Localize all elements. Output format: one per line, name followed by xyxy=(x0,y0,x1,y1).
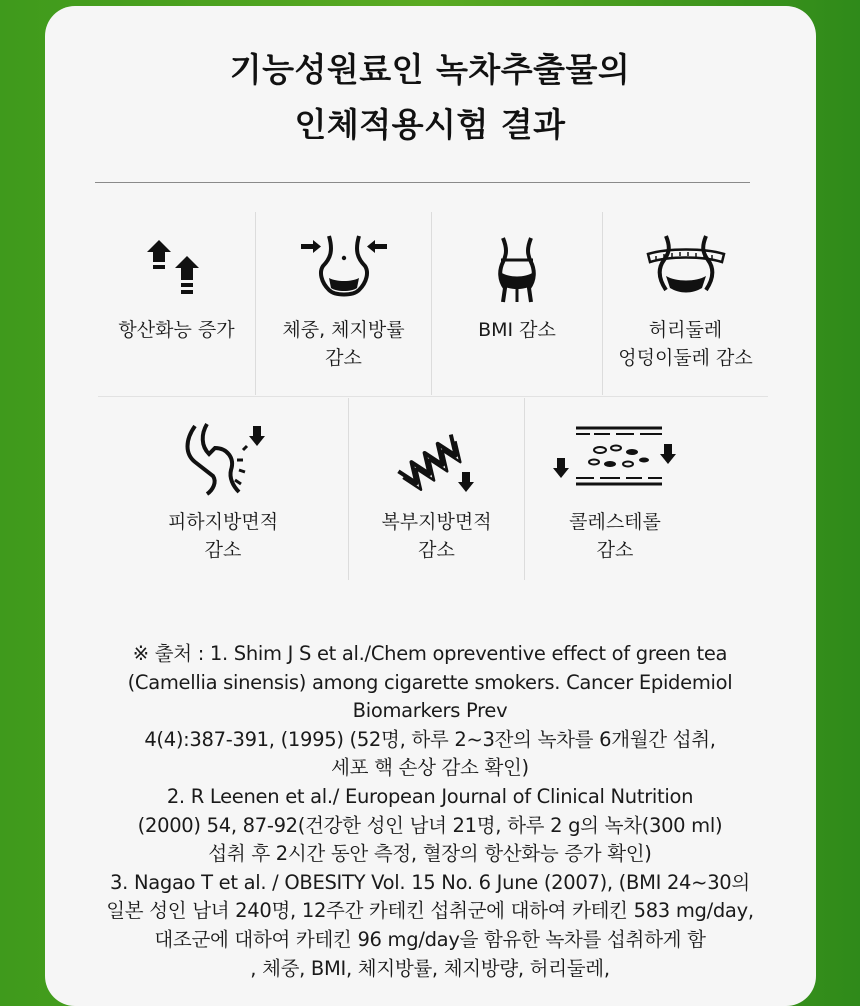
citation-line: 4(4):387-391, (1995) (52명, 하루 2~3잔의 녹차를 6개월간 섭취, xyxy=(144,727,716,751)
effect-label: 피하지방면적 xyxy=(167,511,279,533)
effect-subcutaneous-fat xyxy=(98,420,348,564)
effect-waist xyxy=(603,232,768,372)
effect-bmi xyxy=(432,232,602,344)
abdominal-fat-icon xyxy=(349,420,524,498)
title-divider xyxy=(95,182,750,183)
effect-label: 엉덩이둘레 감소 xyxy=(618,347,753,369)
effect-label: 복부지방면적 xyxy=(381,511,492,533)
citation-line: 세포 핵 손상 감소 확인) xyxy=(331,756,529,780)
effect-label: 허리둘레 xyxy=(648,319,723,341)
arrows-up-icon xyxy=(98,232,255,304)
effect-weight xyxy=(256,232,431,372)
subcutaneous-fat-icon xyxy=(98,420,348,498)
effect-cholesterol xyxy=(525,420,705,564)
effect-label: 콜레스테롤 xyxy=(569,511,661,533)
tape-measure-icon xyxy=(603,232,768,304)
waist-squeeze-icon xyxy=(256,232,431,304)
effect-abdominal-fat xyxy=(349,420,524,564)
citation-line: 일본 성인 남녀 240명, 12주간 카테킨 섭취군에 대하여 카테킨 583 mg/day, xyxy=(106,899,754,923)
citation-line: 섭취 후 2시간 동안 측정, 혈장의 항산화능 증가 확인) xyxy=(208,842,652,866)
effect-label: 항산화능 증가 xyxy=(118,319,235,341)
cholesterol-vessel-icon xyxy=(525,420,705,498)
citation-line: Biomarkers Prev xyxy=(352,699,508,723)
source-citations xyxy=(55,640,805,983)
citation-line: 3. Nagao T et al. / OBESITY Vol. 15 No. 6 June (2007), (BMI 24~30의 xyxy=(110,870,750,894)
effect-antioxidant xyxy=(98,232,255,344)
effect-label: 감소 xyxy=(325,347,362,369)
title-line-1: 기능성원료인 녹차추출물의 xyxy=(229,50,631,89)
effect-label: 감소 xyxy=(596,539,634,561)
citation-line: (2000) 54, 87-92(건강한 성인 남녀 21명, 하루 2 g의 녹차(300 ml) xyxy=(137,813,723,837)
title-line-2: 인체적용시험 결과 xyxy=(294,105,566,144)
page-title xyxy=(0,42,860,152)
body-figure-icon xyxy=(432,232,602,304)
citation-line: 대조군에 대하여 카테킨 96 mg/day을 함유한 녹차를 섭취하게 함 xyxy=(154,927,706,951)
effect-label: 체중, 체지방률 xyxy=(282,319,405,341)
citation-line: 2. R Leenen et al./ European Journal of Clinical Nutrition xyxy=(166,784,694,808)
citation-line: ※ 출처 : 1. Shim J S et al./Chem opreventive effect of green tea xyxy=(132,642,728,665)
effect-label: BMI 감소 xyxy=(478,319,556,341)
citation-line: , 체중, BMI, 체지방률, 체지방량, 허리둘레, xyxy=(250,956,610,980)
effect-label: 감소 xyxy=(418,539,455,561)
effect-label: 감소 xyxy=(204,539,242,561)
grid-divider xyxy=(98,396,768,397)
citation-line: (Camellia sinensis) among cigarette smokers. Cancer Epidemiol xyxy=(127,670,733,694)
